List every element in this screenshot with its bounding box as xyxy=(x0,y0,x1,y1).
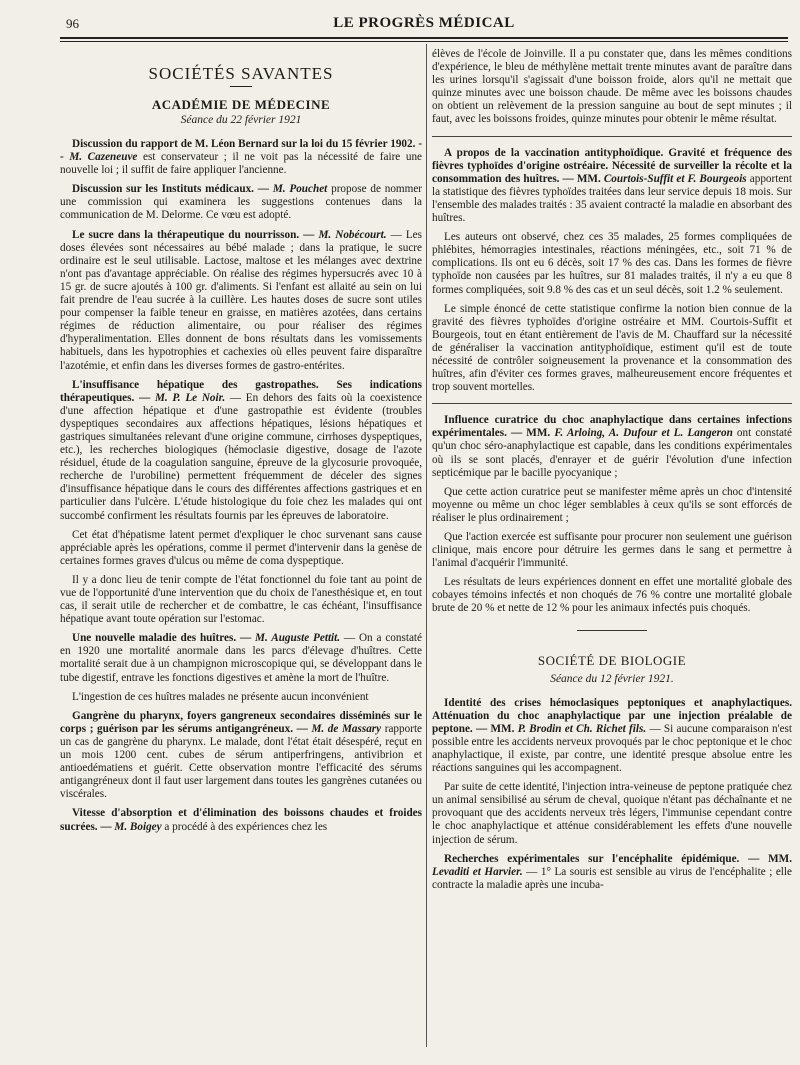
header-rule xyxy=(60,37,788,39)
article-body: apportent la statistique des fièvres typhoïdes traitées dans leur service depuis 18 mois. Sur l'ensemble des malades traités : 35 avaient contracté la maladie en absorbant des huîtres. xyxy=(432,172,792,225)
article-author: M. de Massary xyxy=(311,722,382,735)
article-paragraph: Cet état d'hépatisme latent permet d'expliquer le choc survenant sans cause appréciable après les opérations, comme il permet d'intervenir dans la genèse de certaines formes graves d'ulcus ou même de coma dyspeptique. xyxy=(60,528,422,567)
page-number: 96 xyxy=(66,16,79,31)
article-body: est conservateur ; il ne voit pas la nécessité de faire une nouvelle loi ; il suffit de faire appliquer l'ancienne. xyxy=(60,151,422,177)
article-body: — 1° La souris est sensible au virus de l'encéphalite ; elle contracte la maladie après une incuba- xyxy=(432,865,792,891)
article-author: M. P. Le Noir. xyxy=(154,391,226,404)
article-author: M. Pouchet xyxy=(272,183,328,196)
section-separator xyxy=(577,630,647,631)
article-author: Levaditi et Harvier. xyxy=(432,865,523,878)
article-paragraph: Les auteurs ont observé, chez ces 35 malades, 25 formes compliquées de phlébites, hémorragies intestinales, réactions méningées, etc., soit 71 % de complications. Ils ont eu 6 décès, soit 17 % des cas. Dans les formes de fièvre typhoïde non causées par les huîtres, sur 81 malades traités, il n'y a eu que 8 formes compliquées, soit 9.8 % des cas et un seul décès, soit 1.2 % seulement. xyxy=(432,231,792,296)
article-lead: Vitesse d'absorption et d'élimination des boissons chaudes et froides sucrées. — xyxy=(60,807,422,833)
article-lead: Une nouvelle maladie des huîtres. — xyxy=(72,632,252,645)
article-brodin xyxy=(432,697,792,776)
article-lead: Influence curatrice du choc anaphylactique dans certaines infections expérimentales. — MM. xyxy=(432,414,792,440)
article-lead: Discussion du rapport de M. Léon Bernard sur la loi du 15 février 1902. -- xyxy=(60,138,422,164)
article-author: F. Arloing, A. Dufour et L. Langeron xyxy=(554,427,733,440)
article-arloing xyxy=(432,414,792,479)
article-author: M. Cazeneuve xyxy=(69,151,138,164)
article-levaditi xyxy=(432,853,792,892)
column-divider xyxy=(426,44,427,1047)
article-paragraph: Il y a donc lieu de tenir compte de l'état fonctionnel du foie tant au point de vue de l'opportunité d'une intervention que du choix de l'anesthésique et, en tout cas, il serait utile de rechercher et de combattre, le cas échéant, l'insuffisance hépatique avant toute opération sur l'estomac. xyxy=(60,573,422,626)
article-pouchet xyxy=(60,183,422,222)
article-author: P. Brodin et Ch. Richet fils. xyxy=(517,722,647,735)
session-date: Séance du 22 février 1921 xyxy=(180,114,302,126)
running-header xyxy=(60,14,788,36)
article-boigey xyxy=(60,807,422,833)
biology-society-heading: SOCIÉTÉ DE BIOLOGIE xyxy=(537,652,687,668)
article-courtois-suffit xyxy=(432,147,792,226)
biology-session-date: Séance du 12 février 1921. xyxy=(550,672,674,685)
article-lead: L'insuffisance hépatique des gastropathes. Ses indications thérapeutiques. — xyxy=(60,378,422,404)
article-lead: Recherches expérimentales sur l'encéphalite épidémique. — MM. xyxy=(444,852,792,865)
article-lead: Le sucre dans la thérapeutique du nourrisson. — xyxy=(72,228,315,241)
article-author: Courtois-Suffit et F. Bourgeois xyxy=(603,172,747,185)
section-title: SOCIÉTÉS SAVANTES xyxy=(148,64,334,83)
left-column xyxy=(60,48,422,1055)
article-lead: Gangrène du pharynx, foyers gangreneux secondaires disséminés sur le corps ; guérison par les sérums antigangréneux. — xyxy=(60,709,422,735)
article-body: rapporte un cas de gangrène du pharynx. Le malade, dont l'état était désespéré, reçut en un mois 1200 cent. cubes de sérum antiperfringens, antivibrion et antioedématiens et guérit. Cette observation montre l'efficacité des sérums antigangréneux dont il faut user largement dans toutes les gangrènes cutanées ou viscérales. xyxy=(60,722,422,801)
article-paragraph: L'ingestion de ces huîtres malades ne présente aucun inconvénient xyxy=(72,690,369,703)
article-le-noir xyxy=(60,379,422,523)
article-body: — Si aucune comparaison n'est possible entre les accidents nerveux provoqués par le choc peptonique et le choc anaphylactique, il existe, par contre, une identité presque absolue entre les réactions sanguines qui les accompagnent. xyxy=(432,722,792,775)
article-cazeneuve xyxy=(60,138,422,177)
article-author: M. Auguste Pettit. xyxy=(255,632,341,645)
article-separator xyxy=(432,136,792,137)
journal-title: LE PROGRÈS MÉDICAL xyxy=(333,15,515,31)
article-separator xyxy=(432,403,792,404)
article-massary xyxy=(60,710,422,802)
article-lead: A propos de la vaccination antityphoïdique. Gravité et fréquence des fièvres typhoïdes d'origine ostréaire. Nécessité de surveiller la récolte et la consommation des huîtres. — MM. xyxy=(432,146,792,185)
article-body: ont constaté qu'un choc séro-anaphylactique est capable, dans les conditions expérimentales où ils se sont placés, d'enrayer et de guérir l'évolution d'une infection septicémique par le bacille pyocyanique ; xyxy=(432,427,792,479)
article-author: M. Nobécourt. xyxy=(318,228,387,241)
article-lead: Discussion sur les Instituts médicaux. — xyxy=(72,183,269,196)
article-paragraph: Les résultats de leurs expériences donnent en effet une mortalité globale des cobayes témoins infectés et non choqués de 76 % contre une mortalité globale brute de 20 % et nette de 12 % pour les animaux infectés puis choqués. xyxy=(432,576,792,615)
article-lead: Identité des crises hémoclasiques peptoniques et anaphylactiques. Atténuation du choc anaphylactique par une injection préalable de peptone. — MM. xyxy=(432,696,792,735)
academy-heading: ACADÉMIE DE MÉDECINE xyxy=(151,97,331,112)
article-body: — En dehors des faits où la coexistence d'une affection hépatique et d'une gastropathie est évidente (troubles dyspeptiques secondaires aux affections hépatiques, lésions hépatiques et gastriques simultanées relevant d'une origine commune, cirrhoses dyspeptiques, etc.), les recherches biologiques (hémoclasie digestive, dosage de l'azote résiduel, étude de la coagulation sanguine, épreuve de la glycosurie provoquée, recherche de l'urobiline) permettent fréquemment de déceler des signes d'insuffisance hépatique dans le cours des différentes affections gastriques et en particulier dans l'ulcère. L'étude histologique du foie chez les malades qui ont succombé confirment les résultats fournis par les épreuves de laboratoire. xyxy=(60,391,422,522)
article-nobecourt xyxy=(60,229,422,373)
article-paragraph: Que l'action exercée est suffisante pour procurer non seulement une guérison clinique, mais encore pour détruire les germes dans le sang et permettre à l'animal d'acquérir l'immunité. xyxy=(432,531,792,570)
article-body: — On a constaté en 1920 une mortalité anormale dans les parcs d'élevage d'huîtres. Cette mortalité serait due à un champignon microscopique qui, se développant dans le tube digestif, entrave les fonctions digestives et amène la mort de l'huître. xyxy=(60,632,422,684)
article-paragraph: Le simple énoncé de cette statistique confirme la notion bien connue de la gravité des fièvres typhoïdes d'origine ostréaire et MM. Courtois-Suffit et Bourgeois, tout en étant entièrement de l'avis de M. Chauffard sur la nécessité de généraliser la vaccination antityphoïdique, estiment qu'il est de toute nécessité de contrôler soigneusement la provenance et la consommation des huîtres, afin d'éviter ces formes graves, malheureusement encore fréquentes et trop souvent mortelles. xyxy=(432,302,792,394)
article-paragraph: élèves de l'école de Joinville. Il a pu constater que, dans les mêmes conditions d'expérience, le bleu de méthylène mettait trente minutes avant de paraître dans les urines lorsqu'il s'agissait d'une boisson froide, alors qu'il ne mettait que quinze minutes avec une boisson chaude. De même avec les boissons chaudes on obtient un relèvement de la pression sanguine au bout de sept minutes ; il faut, avec les boissons froides, quinze minutes pour obtenir le même résultat. xyxy=(432,48,792,126)
title-dash xyxy=(230,86,252,87)
right-column xyxy=(432,48,792,1055)
article-author: M. Boigey xyxy=(114,820,162,833)
article-paragraph: Que cette action curatrice peut se manifester même après un choc d'intensité moyenne ou même un choc léger semblables à ceux qu'ils se sont efforcés de réaliser le plus ordinairement ; xyxy=(432,485,792,524)
header-rule-thin xyxy=(60,41,788,42)
article-body: a procédé à des expériences chez les xyxy=(161,820,328,833)
article-pettit xyxy=(60,632,422,684)
article-body: propose de nommer une commission qui examinera les suggestions contenues dans la communication de M. Delorme. Ce vœu est adopté. xyxy=(60,183,422,222)
article-body: — Les doses élevées sont nécessaires au bébé malade ; dans la pratique, le sucre ordinaire est le seul utilisable. Lactose, maltose et les mélanges avec dextrine n'ont pas d'avantage appréciable. On réalise des régimes hypersucrés avec 10 à 15 gr. de sucre ajoutés à 100 gr. d'aliments. Si l'enfant est allaité au sein on lui fait prendre de l'eau sucrée à la cuillère. Les hautes doses de sucre sont utiles pour compenser la faible teneur en graisse, en matières azotées, dans certains régimes de réduction alimentaire, ou pour réaliser des régimes d'hyperalimentation. Elles donnent de bons résultats dans les vomissements habituels, dans les hypotrophies et cachexies où elles peuvent faire disparaître l'azotémie, et enfin dans les diverses formes de gastro-entérites. xyxy=(60,228,422,372)
article-paragraph: Par suite de cette identité, l'injection intra-veineuse de peptone pratiquée chez un animal sensibilisé au sérum de cheval, quoique n'étant pas déchaînante et ne provoquant que des accidents nerveux très légers, l'immunise cependant contre le choc anaphylactique et atténue considérablement les effets d'une nouvelle injection de sérum. xyxy=(432,781,792,846)
